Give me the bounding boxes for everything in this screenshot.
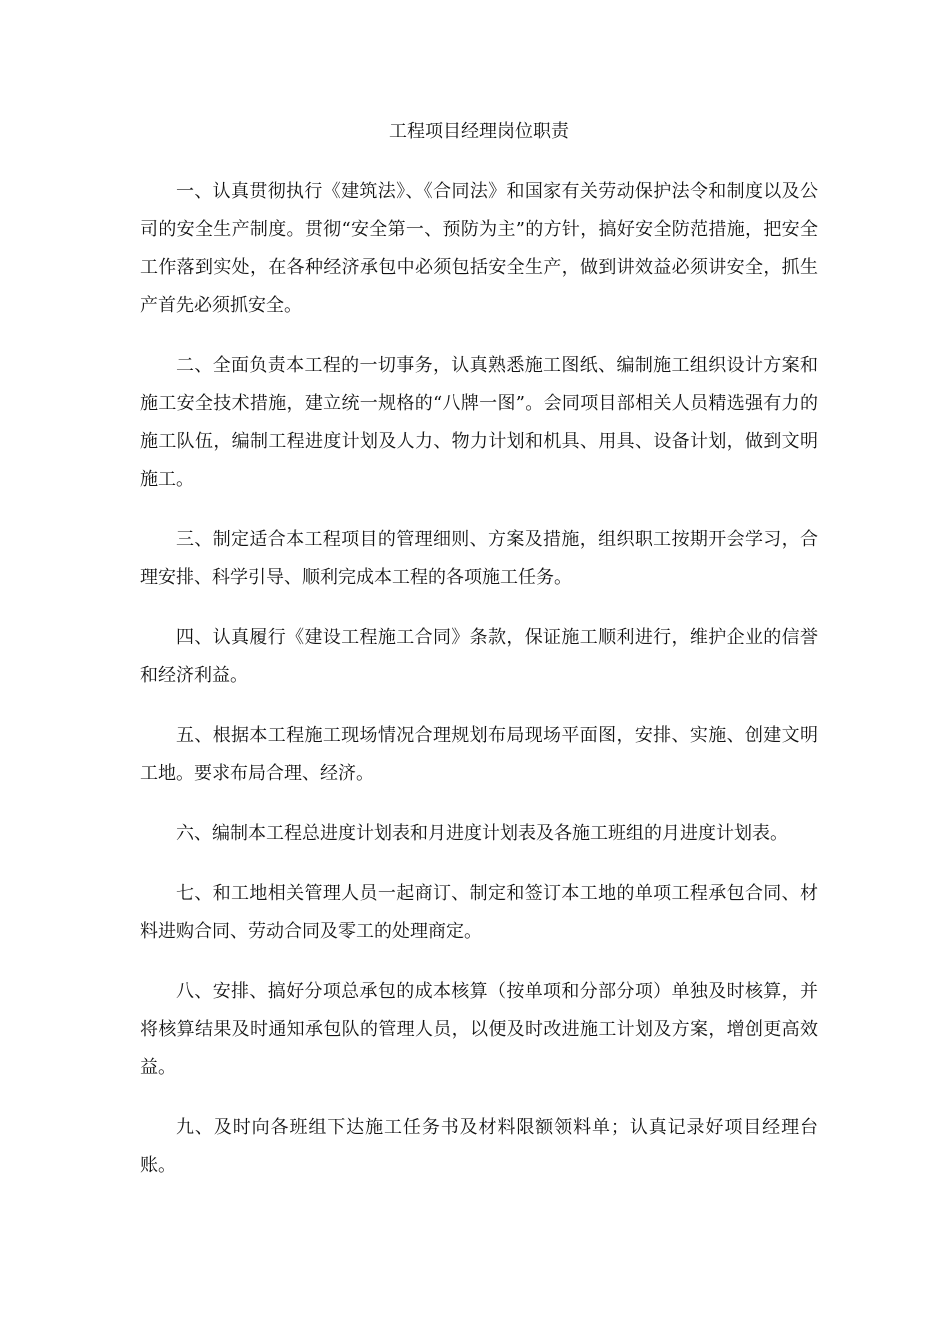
document-title: 工程项目经理岗位职责 [389,121,569,142]
duty-paragraph-9: 九、及时向各班组下达施工任务书及材料限额领料单；认真记录好项目经理台账。 [140,1117,818,1176]
duty-paragraph-8: 八、安排、搞好分项总承包的成本核算（按单项和分部分项）单独及时核算，并将核算结果及时通知承包队的管理人员，以便及时改进施工计划及方案，增创更高效益。 [140,981,818,1078]
duty-paragraph-7: 七、和工地相关管理人员一起商订、制定和签订本工地的单项工程承包合同、材料进购合同、劳动合同及零工的处理商定。 [140,883,818,942]
duty-paragraph-4: 四、认真履行《建设工程施工合同》条款，保证施工顺利进行，维护企业的信誉和经济利益。 [140,627,818,686]
duty-paragraph-6: 六、编制本工程总进度计划表和月进度计划表及各施工班组的月进度计划表。 [176,823,788,844]
duty-paragraph-3: 三、制定适合本工程项目的管理细则、方案及措施，组织职工按期开会学习，合理安排、科学引导、顺利完成本工程的各项施工任务。 [140,529,818,588]
duty-paragraph-1: 一、认真贯彻执行《建筑法》、《合同法》和国家有关劳动保护法令和制度以及公司的安全生产制度。贯彻“安全第一、预防为主”的方针，搞好安全防范措施，把安全工作落到实处，在各种经济承包中必须包括安全生产，做到讲效益必须讲安全，抓生产首先必须抓安全。 [140,181,818,316]
duty-paragraph-2: 二、全面负责本工程的一切事务，认真熟悉施工图纸、编制施工组织设计方案和施工安全技术措施，建立统一规格的“八牌一图”。会同项目部相关人员精选强有力的施工队伍，编制工程进度计划及人力、物力计划和机具、用具、设备计划，做到文明施工。 [140,355,818,490]
duty-paragraph-5: 五、根据本工程施工现场情况合理规划布局现场平面图，安排、实施、创建文明工地。要求布局合理、经济。 [140,725,818,784]
